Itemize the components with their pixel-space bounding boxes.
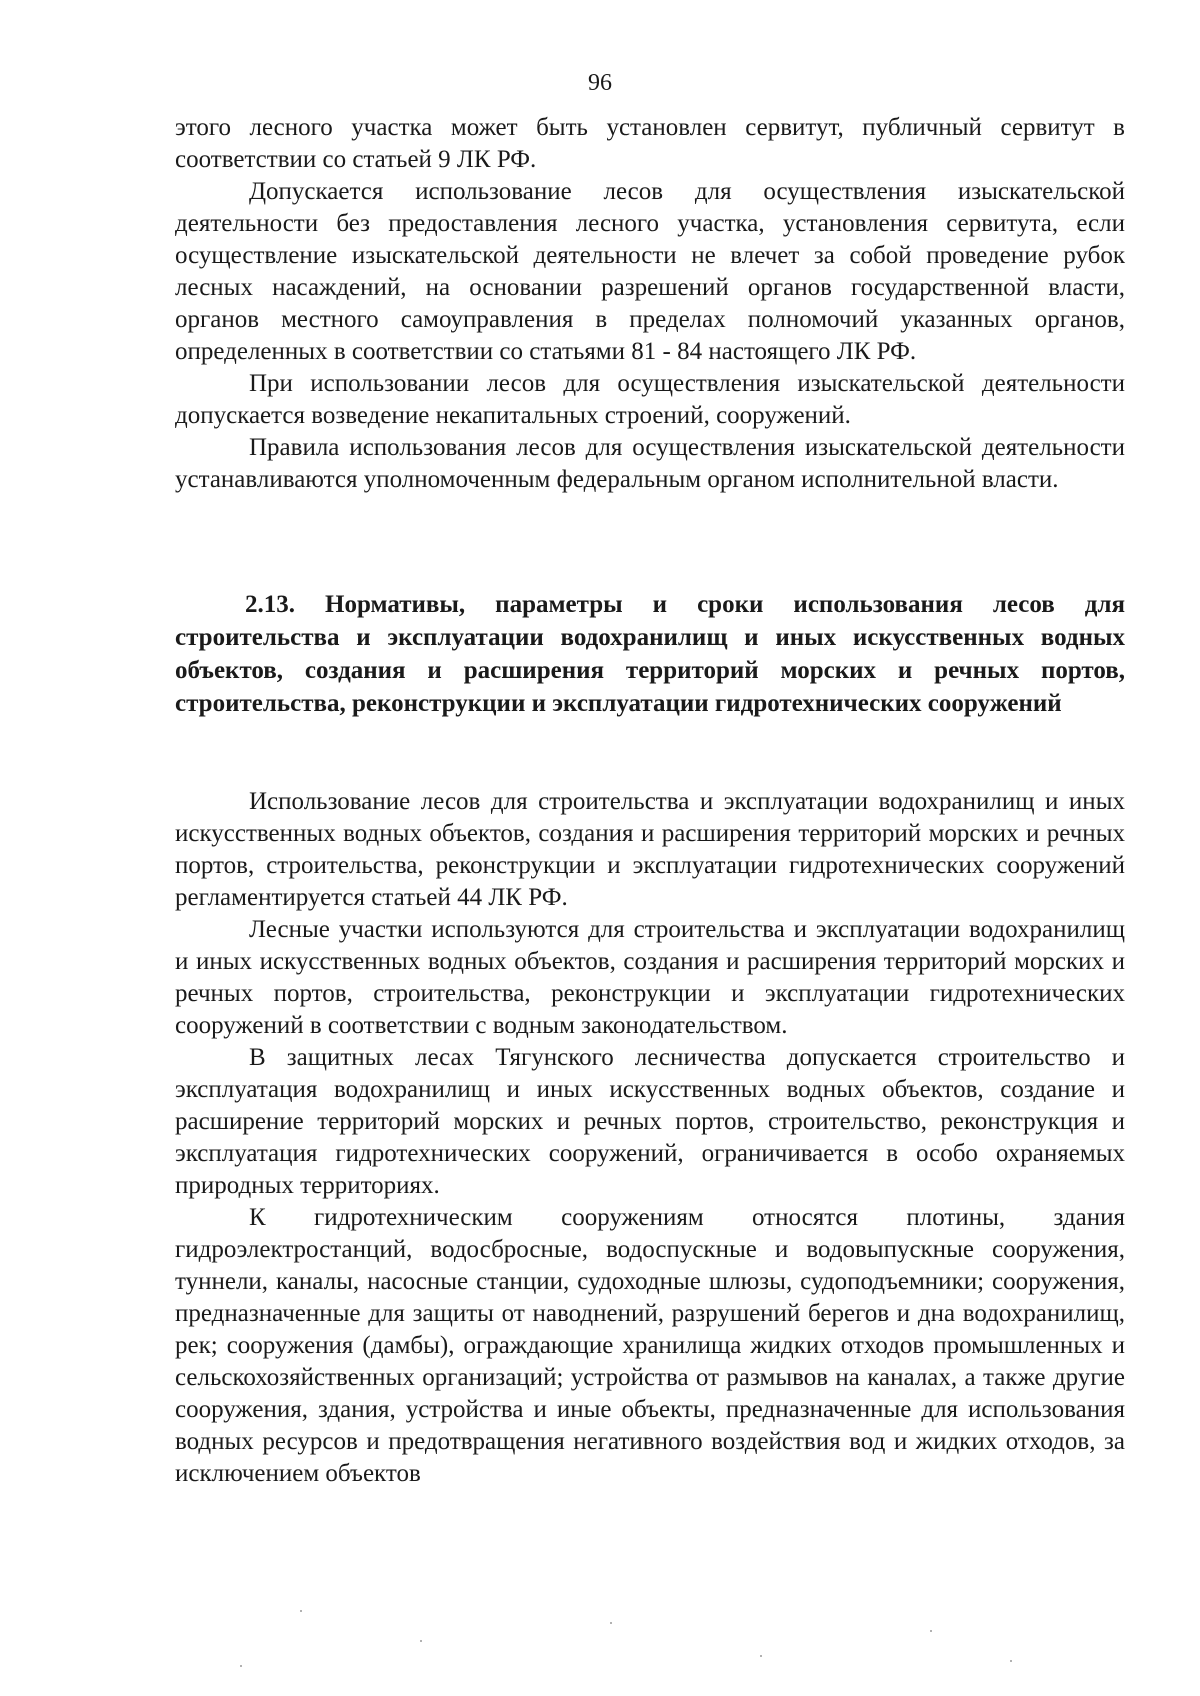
paragraph-regulation: Использование лесов для строительства и эксплуатации водохранилищ и иных искусственных водных объектов, создания и расширения территорий морских и речных портов, строительства, реконструкции и эксплуатации гидротехнических сооружений регламентируется статьей 44 ЛК РФ. xyxy=(175,788,1125,911)
paragraph-hydraulic-structures: К гидротехническим сооружениям относятся плотины, здания гидроэлектростанций, водосбросные, водоспускные и водовыпускные сооружения, туннели, каналы, насосные станции, судоходные шлюзы, судоподъемники; сооружения, предназначенные для защиты от наводнений, разрушений берегов и дна водохранилищ, рек; сооружения (дамбы), ограждающие хранилища жидких отходов промышленных и сельскохозяйственных организаций; устройства от размывов на каналах, а также другие сооружения, здания, устройства и иные объекты, предназначенные для использования водных ресурсов и предотвращения негативного воздействия вод и жидких отходов, за исключением объектов xyxy=(175,1204,1125,1487)
scan-speck xyxy=(930,1630,932,1632)
scan-speck xyxy=(760,1655,762,1657)
paragraph-forest-plots: Лесные участки используются для строительства и эксплуатации водохранилищ и иных искусственных водных объектов, создания и расширения территорий морских и речных портов, строительства, реконструкции и эксплуатации гидротехнических сооружений в соответствии с водным законодательством. xyxy=(175,916,1125,1039)
scan-speck xyxy=(300,1610,302,1612)
bottom-text-block xyxy=(175,786,1125,1490)
paragraph-survey-rules: Правила использования лесов для осуществления изыскательской деятельности устанавливаются уполномоченным федеральным органом исполнительной власти. xyxy=(175,434,1125,493)
scan-speck xyxy=(420,1640,422,1642)
paragraph-survey-structures: При использовании лесов для осуществления изыскательской деятельности допускается возведение некапитальных строений, сооружений. xyxy=(175,370,1125,429)
scan-speck xyxy=(610,1622,612,1624)
section-heading: 2.13. Нормативы, параметры и сроки использования лесов для строительства и эксплуатации водохранилищ и иных искусственных водных объектов, создания и расширения территорий морских и речных портов, строительства, реконструкции и эксплуатации гидротехнических сооружений xyxy=(175,591,1125,717)
top-text-block xyxy=(175,112,1125,496)
paragraph-protective-forests: В защитных лесах Тягунского лесничества допускается строительство и эксплуатация водохранилищ и иных искусственных водных объектов, создание и расширение территорий морских и речных портов, строительство, реконструкция и эксплуатация гидротехнических сооружений, ограничивается в особо охраняемых природных территориях. xyxy=(175,1044,1125,1199)
paragraph-continuation: этого лесного участка может быть установлен сервитут, публичный сервитут в соответствии со статьей 9 ЛК РФ. xyxy=(175,114,1125,173)
scan-speck xyxy=(240,1665,242,1667)
page-number: 96 xyxy=(588,70,612,96)
scan-speck xyxy=(1010,1660,1012,1662)
paragraph-survey-use: Допускается использование лесов для осуществления изыскательской деятельности без предоставления лесного участка, установления сервитута, если осуществление изыскательской деятельности не влечет за собой проведение рубок лесных насаждений, на основании разрешений органов государственной власти, органов местного самоуправления в пределах полномочий указанных органов, определенных в соответствии со статьями 81 - 84 настоящего ЛК РФ. xyxy=(175,178,1125,365)
